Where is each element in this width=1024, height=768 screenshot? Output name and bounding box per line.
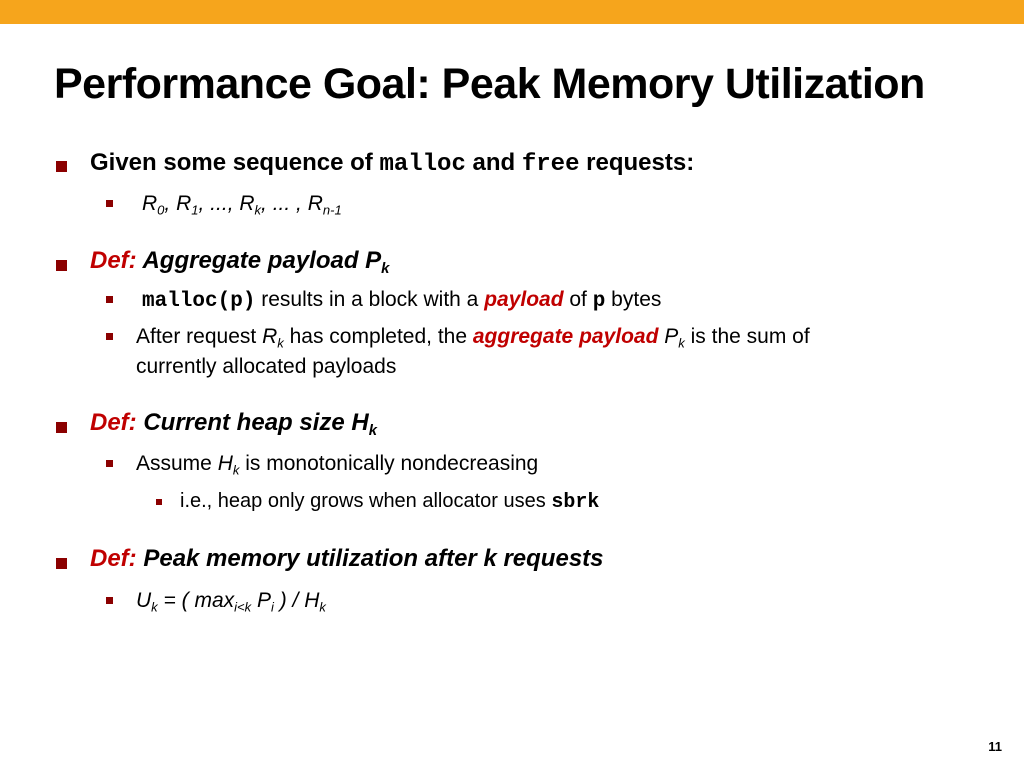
r-symbol: R — [142, 192, 158, 215]
def-title: Peak memory utilization after k requests — [136, 545, 604, 572]
def-label: Def: — [90, 247, 137, 274]
level2-bullet-icon — [106, 597, 113, 604]
completed-text: has completed, the — [283, 325, 473, 348]
level3-bullet-icon — [156, 499, 162, 505]
r-sub-n-1: n-1 — [322, 202, 342, 218]
u-symbol: U — [136, 589, 152, 612]
level1-bullet-icon — [56, 558, 67, 569]
level1-bullet-icon — [56, 422, 67, 433]
utilization-formula — [136, 589, 326, 613]
heap-monotonic-line — [136, 452, 538, 476]
malloc-code: malloc — [379, 151, 466, 178]
level1-bullet-icon — [56, 161, 67, 172]
aggregate-payload-emphasis: aggregate payload — [472, 325, 659, 348]
free-code: free — [521, 151, 580, 178]
level1-bullet-icon — [56, 260, 67, 271]
aggregate-payload-line-2: currently allocated payloads — [136, 355, 397, 378]
seq-ellipsis: , ..., — [198, 192, 240, 215]
level2-bullet-icon — [106, 460, 113, 467]
level2-bullet-icon — [106, 200, 113, 207]
payload-emphasis: payload — [484, 288, 564, 311]
r-symbol: R — [307, 192, 323, 215]
p-symbol: P — [658, 325, 679, 348]
h-sub-k: k — [232, 462, 240, 478]
p-symbol: P — [251, 589, 271, 612]
given-and-text: and — [465, 149, 522, 176]
def-title: Aggregate payload P — [136, 247, 382, 274]
level2-bullet-icon — [106, 296, 113, 303]
bullet-def-heap-size — [90, 409, 378, 440]
seq-ellipsis-2: , ... , — [261, 192, 308, 215]
def-title-sub: k — [381, 261, 390, 278]
r-sub-1: 1 — [191, 202, 199, 218]
r-sub-k: k — [277, 335, 284, 351]
max-sub: i<k — [234, 599, 252, 615]
r-symbol: R — [239, 192, 255, 215]
level2-bullet-icon — [106, 333, 113, 340]
given-text: Given some sequence of — [90, 149, 380, 176]
page-number: 11 — [988, 739, 1002, 754]
r-sub-0: 0 — [157, 202, 165, 218]
monotonic-text: is monotonically nondecreasing — [239, 452, 539, 475]
r-symbol: R — [262, 325, 278, 348]
sbrk-code: sbrk — [551, 491, 600, 514]
bullet-def-peak-utilization — [90, 545, 604, 573]
def-label: Def: — [90, 545, 137, 572]
top-accent-bar — [0, 0, 1024, 24]
aggregate-payload-line — [136, 325, 810, 349]
malloc-payload-line — [142, 288, 661, 313]
p-code: p — [592, 290, 606, 313]
u-sub-k: k — [151, 599, 158, 615]
p-sub-i: i — [270, 599, 274, 615]
seq-sep: , — [164, 192, 177, 215]
p-sub-k: k — [678, 335, 685, 351]
h-symbol: H — [217, 452, 233, 475]
formula-max: = ( max — [157, 589, 235, 612]
malloc-p-code: malloc(p) — [142, 290, 256, 313]
given-requests-text: requests: — [579, 149, 695, 176]
r-symbol: R — [176, 192, 192, 215]
after-request-text: After request — [136, 325, 263, 348]
def-title: Current heap size H — [136, 409, 369, 436]
payload-text-2: of — [563, 288, 593, 311]
def-label: Def: — [90, 409, 137, 436]
sum-of-text: is the sum of — [684, 325, 810, 348]
heap-grows-text: i.e., heap only grows when allocator uses — [180, 490, 552, 512]
formula-divide-h: ) / H — [273, 589, 320, 612]
heap-grows-line — [180, 490, 599, 514]
def-title-sub: k — [368, 423, 378, 440]
bullet-def-aggregate-payload — [90, 247, 390, 278]
request-sequence — [142, 192, 342, 216]
bullet-given-requests — [90, 149, 694, 178]
payload-text-1: results in a block with a — [255, 288, 485, 311]
payload-text-3: bytes — [605, 288, 662, 311]
h-sub-k: k — [319, 599, 326, 615]
r-sub-k: k — [254, 202, 262, 218]
slide-title: Performance Goal: Peak Memory Utilization — [54, 60, 925, 108]
assume-text: Assume — [136, 452, 218, 475]
